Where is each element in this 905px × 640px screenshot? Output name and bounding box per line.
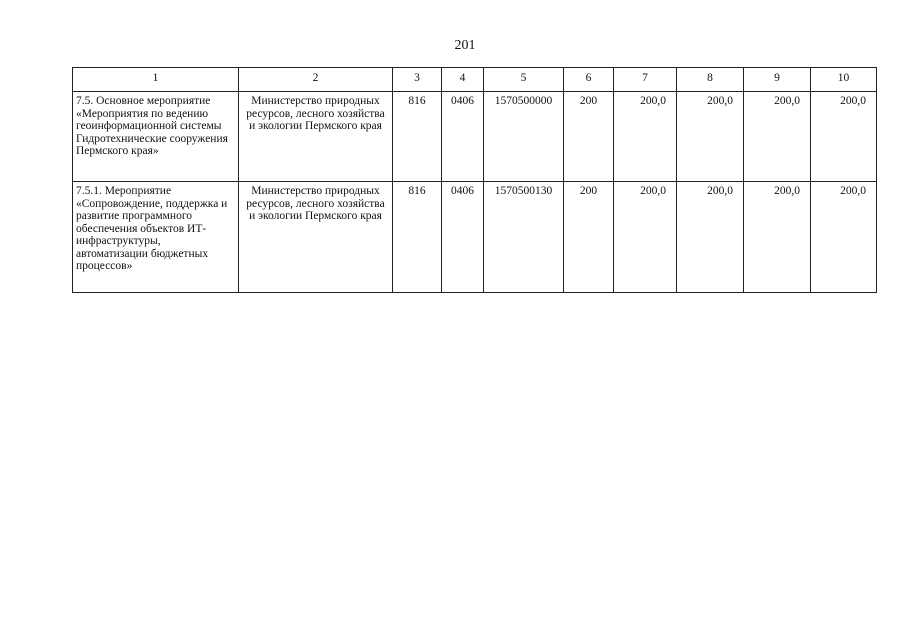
code-cell: 0406 [442,182,484,293]
column-header: 10 [811,68,877,92]
table-row [73,92,877,182]
code-cell: 816 [393,182,442,293]
code-cell: 816 [393,92,442,182]
amount-cell: 200,0 [811,92,877,182]
table-header-row [73,68,877,92]
code-cell: 200 [564,182,614,293]
amount-cell: 200,0 [811,182,877,293]
table-row [73,182,877,293]
column-header: 5 [484,68,564,92]
organization-cell: Министерство природных ресурсов, лесного хозяйства и экологии Пермского края [239,182,393,293]
code-cell: 0406 [442,92,484,182]
organization-cell: Министерство природных ресурсов, лесного хозяйства и экологии Пермского края [239,92,393,182]
column-header: 8 [677,68,744,92]
code-cell: 200 [564,92,614,182]
code-cell: 1570500130 [484,182,564,293]
column-header: 4 [442,68,484,92]
amount-cell: 200,0 [744,92,811,182]
activity-name-cell: 7.5. Основное мероприятие «Мероприятия по ведению геоинформационной системы Гидротехнические сооружения Пермского края» [73,92,239,182]
column-header: 6 [564,68,614,92]
activity-name-cell: 7.5.1. Мероприятие «Сопровождение, поддержка и развитие программного обеспечения объектов ИТ-инфраструктуры, автоматизации бюджетных процессов» [73,182,239,293]
budget-table [72,67,877,293]
column-header: 2 [239,68,393,92]
amount-cell: 200,0 [614,92,677,182]
amount-cell: 200,0 [677,92,744,182]
amount-cell: 200,0 [677,182,744,293]
amount-cell: 200,0 [614,182,677,293]
column-header: 9 [744,68,811,92]
column-header: 7 [614,68,677,92]
page-number: 201 [454,38,476,53]
amount-cell: 200,0 [744,182,811,293]
code-cell: 1570500000 [484,92,564,182]
column-header: 3 [393,68,442,92]
column-header: 1 [73,68,239,92]
